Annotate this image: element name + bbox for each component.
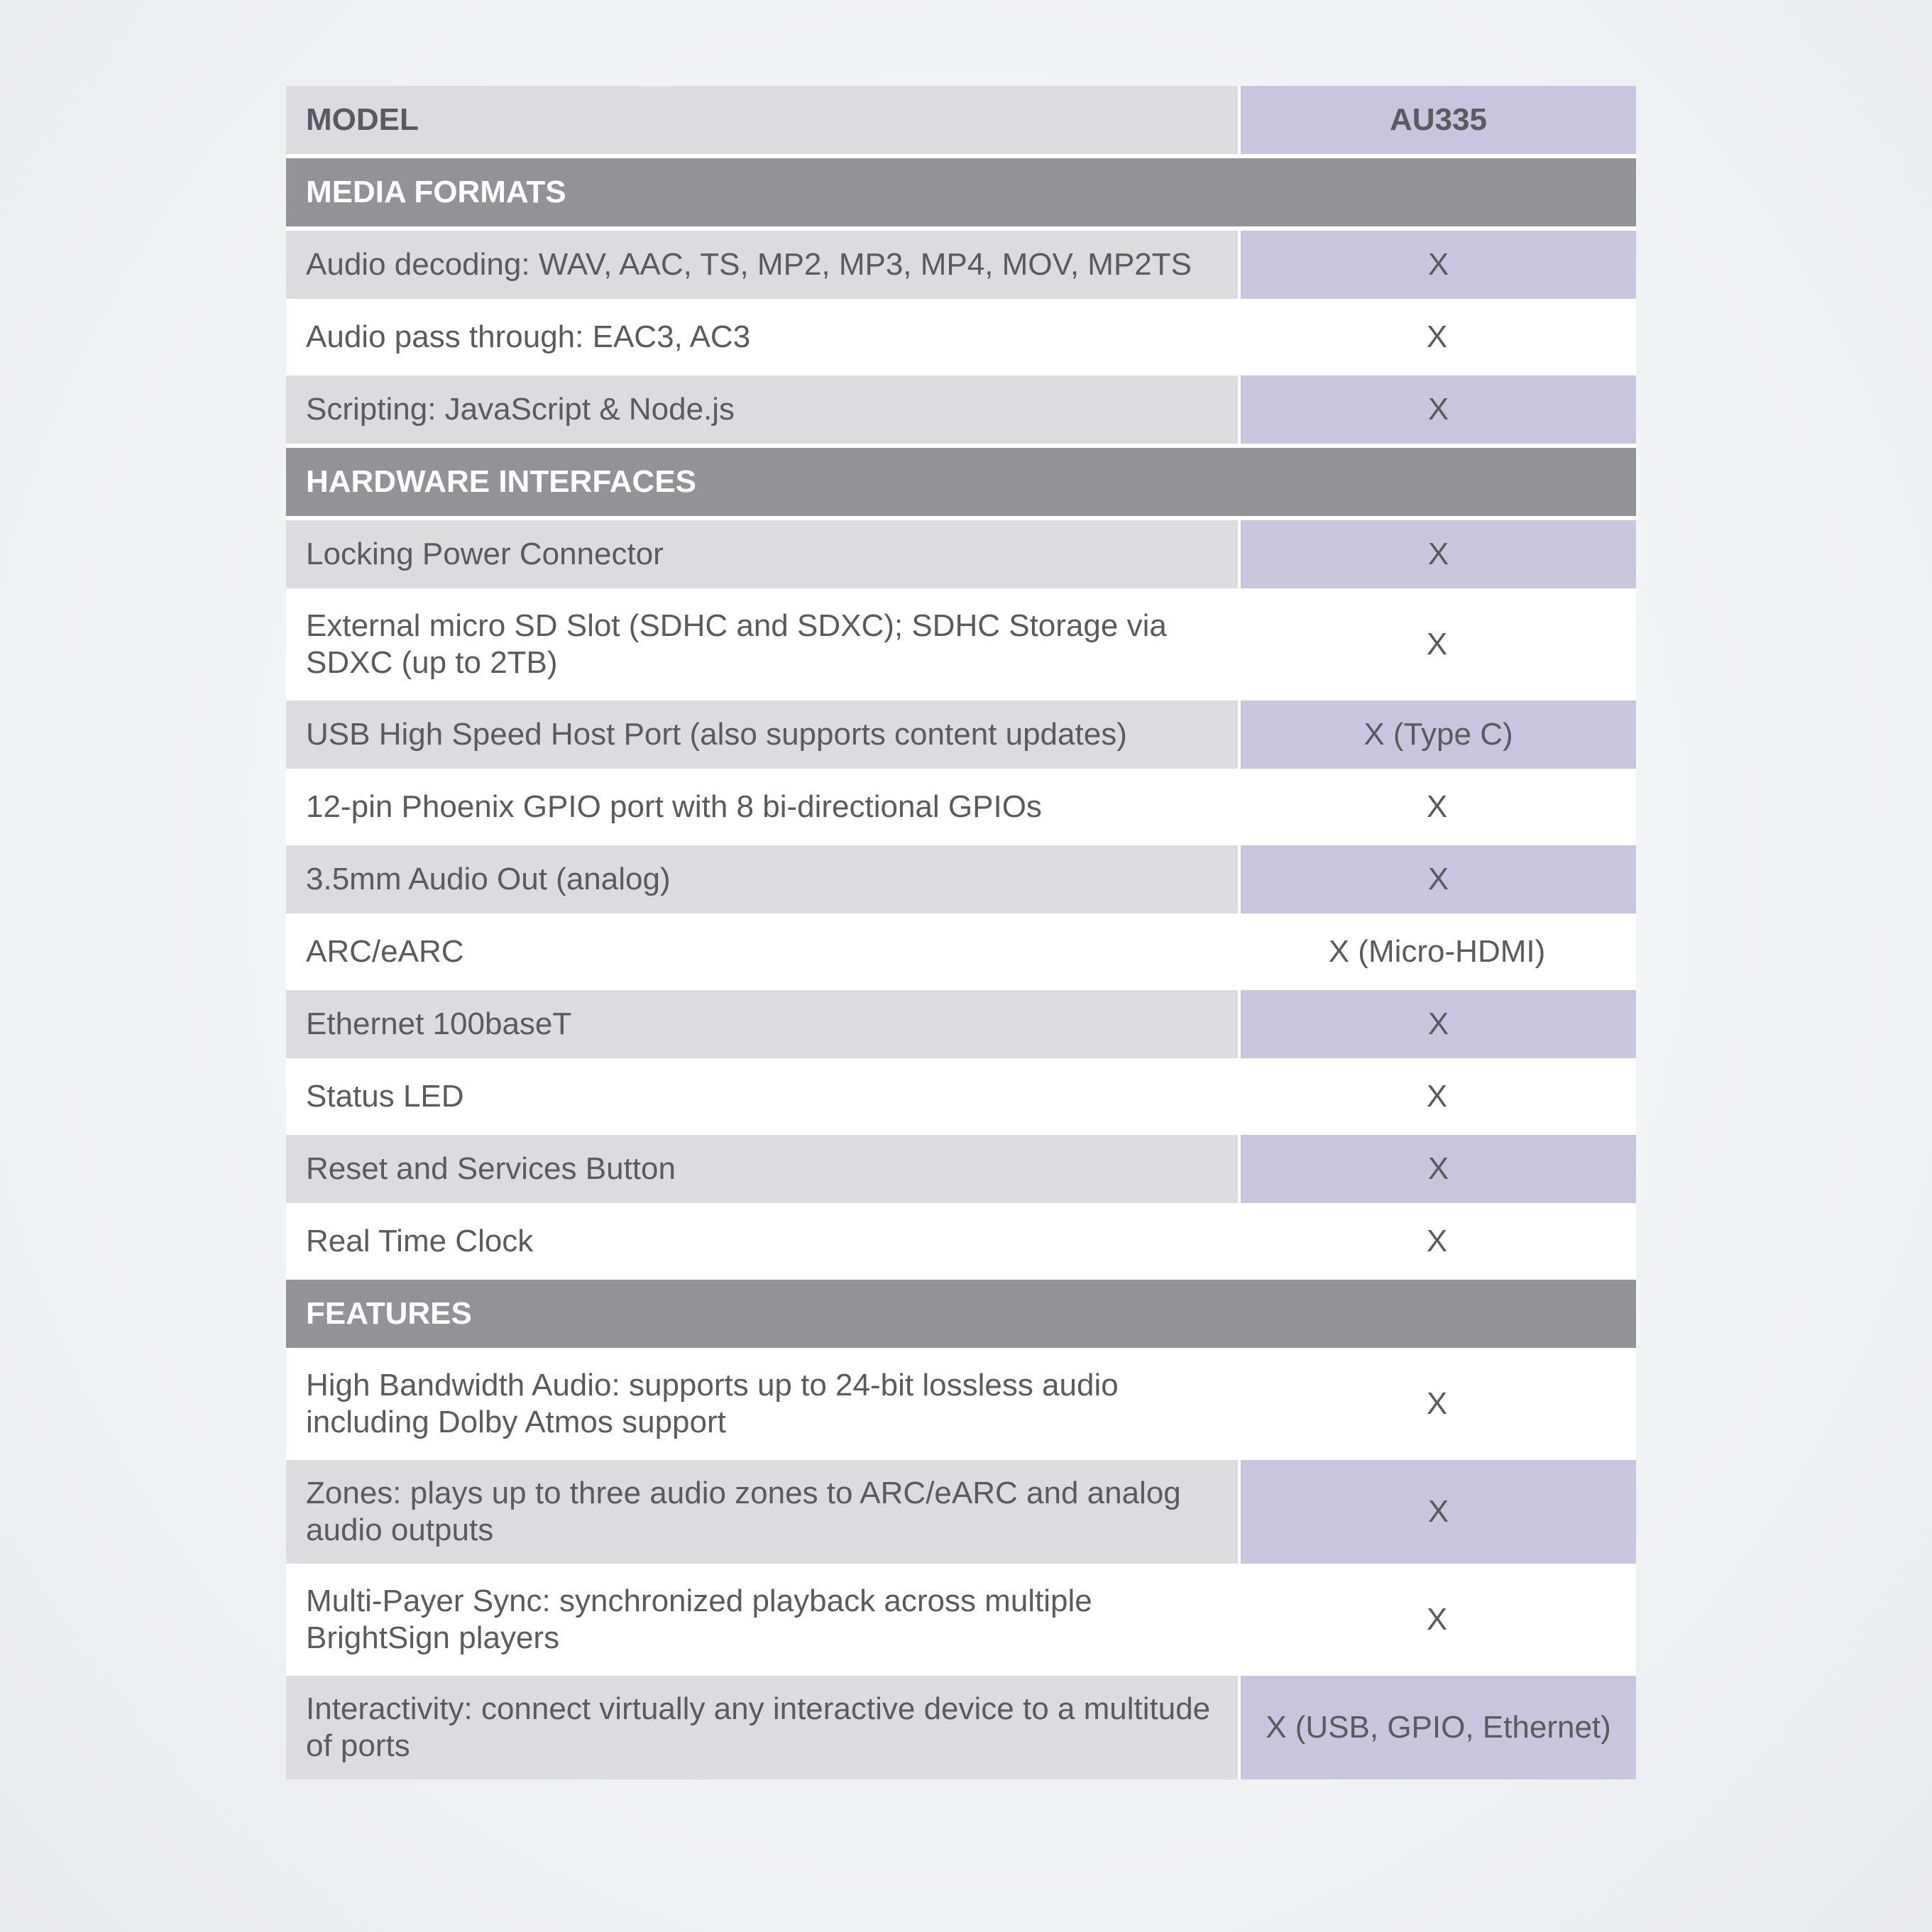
value-cell: X — [1238, 1348, 1636, 1456]
table-row — [286, 696, 1636, 769]
value-cell: X (Micro-HDMI) — [1238, 913, 1636, 986]
value-cell: X — [1238, 588, 1636, 696]
table-row — [286, 1058, 1636, 1131]
table-row — [286, 226, 1636, 299]
value-cell: X — [1238, 1058, 1636, 1131]
table-row — [286, 588, 1636, 696]
value-cell: X — [1238, 1131, 1636, 1203]
table-row — [286, 913, 1636, 986]
table-row — [286, 1203, 1636, 1275]
value-cell: X — [1238, 986, 1636, 1058]
table-row — [286, 1456, 1636, 1564]
table-row — [286, 516, 1636, 588]
feature-cell: Audio pass through: EAC3, AC3 — [286, 299, 1238, 371]
feature-cell: External micro SD Slot (SDHC and SDXC); SDHC Storage via SDXC (up to 2TB) — [286, 588, 1238, 696]
value-cell: X (Type C) — [1238, 696, 1636, 769]
section-header-media-formats — [286, 154, 1636, 226]
table-row — [286, 986, 1636, 1058]
feature-cell: Interactivity: connect virtually any interactive device to a multitude of ports — [286, 1672, 1238, 1779]
feature-cell: Ethernet 100baseT — [286, 986, 1238, 1058]
table-row — [286, 769, 1636, 841]
table-row — [286, 1131, 1636, 1203]
feature-cell: Real Time Clock — [286, 1203, 1238, 1275]
feature-cell: 3.5mm Audio Out (analog) — [286, 841, 1238, 913]
section-title: HARDWARE INTERFACES — [286, 444, 1636, 516]
section-title: FEATURES — [286, 1275, 1636, 1348]
value-cell: X — [1238, 299, 1636, 371]
model-value: AU335 — [1238, 86, 1636, 154]
feature-cell: 12-pin Phoenix GPIO port with 8 bi-directional GPIOs — [286, 769, 1238, 841]
feature-cell: USB High Speed Host Port (also supports content updates) — [286, 696, 1238, 769]
table-row — [286, 841, 1636, 913]
model-label: MODEL — [286, 86, 1238, 154]
feature-cell: Multi-Payer Sync: synchronized playback across multiple BrightSign players — [286, 1564, 1238, 1672]
table-row — [286, 1348, 1636, 1456]
feature-cell: Zones: plays up to three audio zones to ARC/eARC and analog audio outputs — [286, 1456, 1238, 1564]
value-cell: X (USB, GPIO, Ethernet) — [1238, 1672, 1636, 1779]
feature-cell: High Bandwidth Audio: supports up to 24-bit lossless audio including Dolby Atmos support — [286, 1348, 1238, 1456]
feature-cell: Audio decoding: WAV, AAC, TS, MP2, MP3, MP4, MOV, MP2TS — [286, 226, 1238, 299]
value-cell: X — [1238, 371, 1636, 444]
spec-table — [286, 86, 1636, 1779]
feature-cell: Locking Power Connector — [286, 516, 1238, 588]
section-header-hardware-interfaces — [286, 444, 1636, 516]
table-row — [286, 299, 1636, 371]
feature-cell: Reset and Services Button — [286, 1131, 1238, 1203]
value-cell: X — [1238, 841, 1636, 913]
value-cell: X — [1238, 1564, 1636, 1672]
feature-cell: Status LED — [286, 1058, 1238, 1131]
table-row — [286, 371, 1636, 444]
table-row — [286, 1672, 1636, 1779]
table-row — [286, 1564, 1636, 1672]
model-row — [286, 86, 1636, 154]
value-cell: X — [1238, 1203, 1636, 1275]
feature-cell: Scripting: JavaScript & Node.js — [286, 371, 1238, 444]
section-header-features — [286, 1275, 1636, 1348]
value-cell: X — [1238, 226, 1636, 299]
value-cell: X — [1238, 769, 1636, 841]
value-cell: X — [1238, 1456, 1636, 1564]
section-title: MEDIA FORMATS — [286, 154, 1636, 226]
feature-cell: ARC/eARC — [286, 913, 1238, 986]
value-cell: X — [1238, 516, 1636, 588]
